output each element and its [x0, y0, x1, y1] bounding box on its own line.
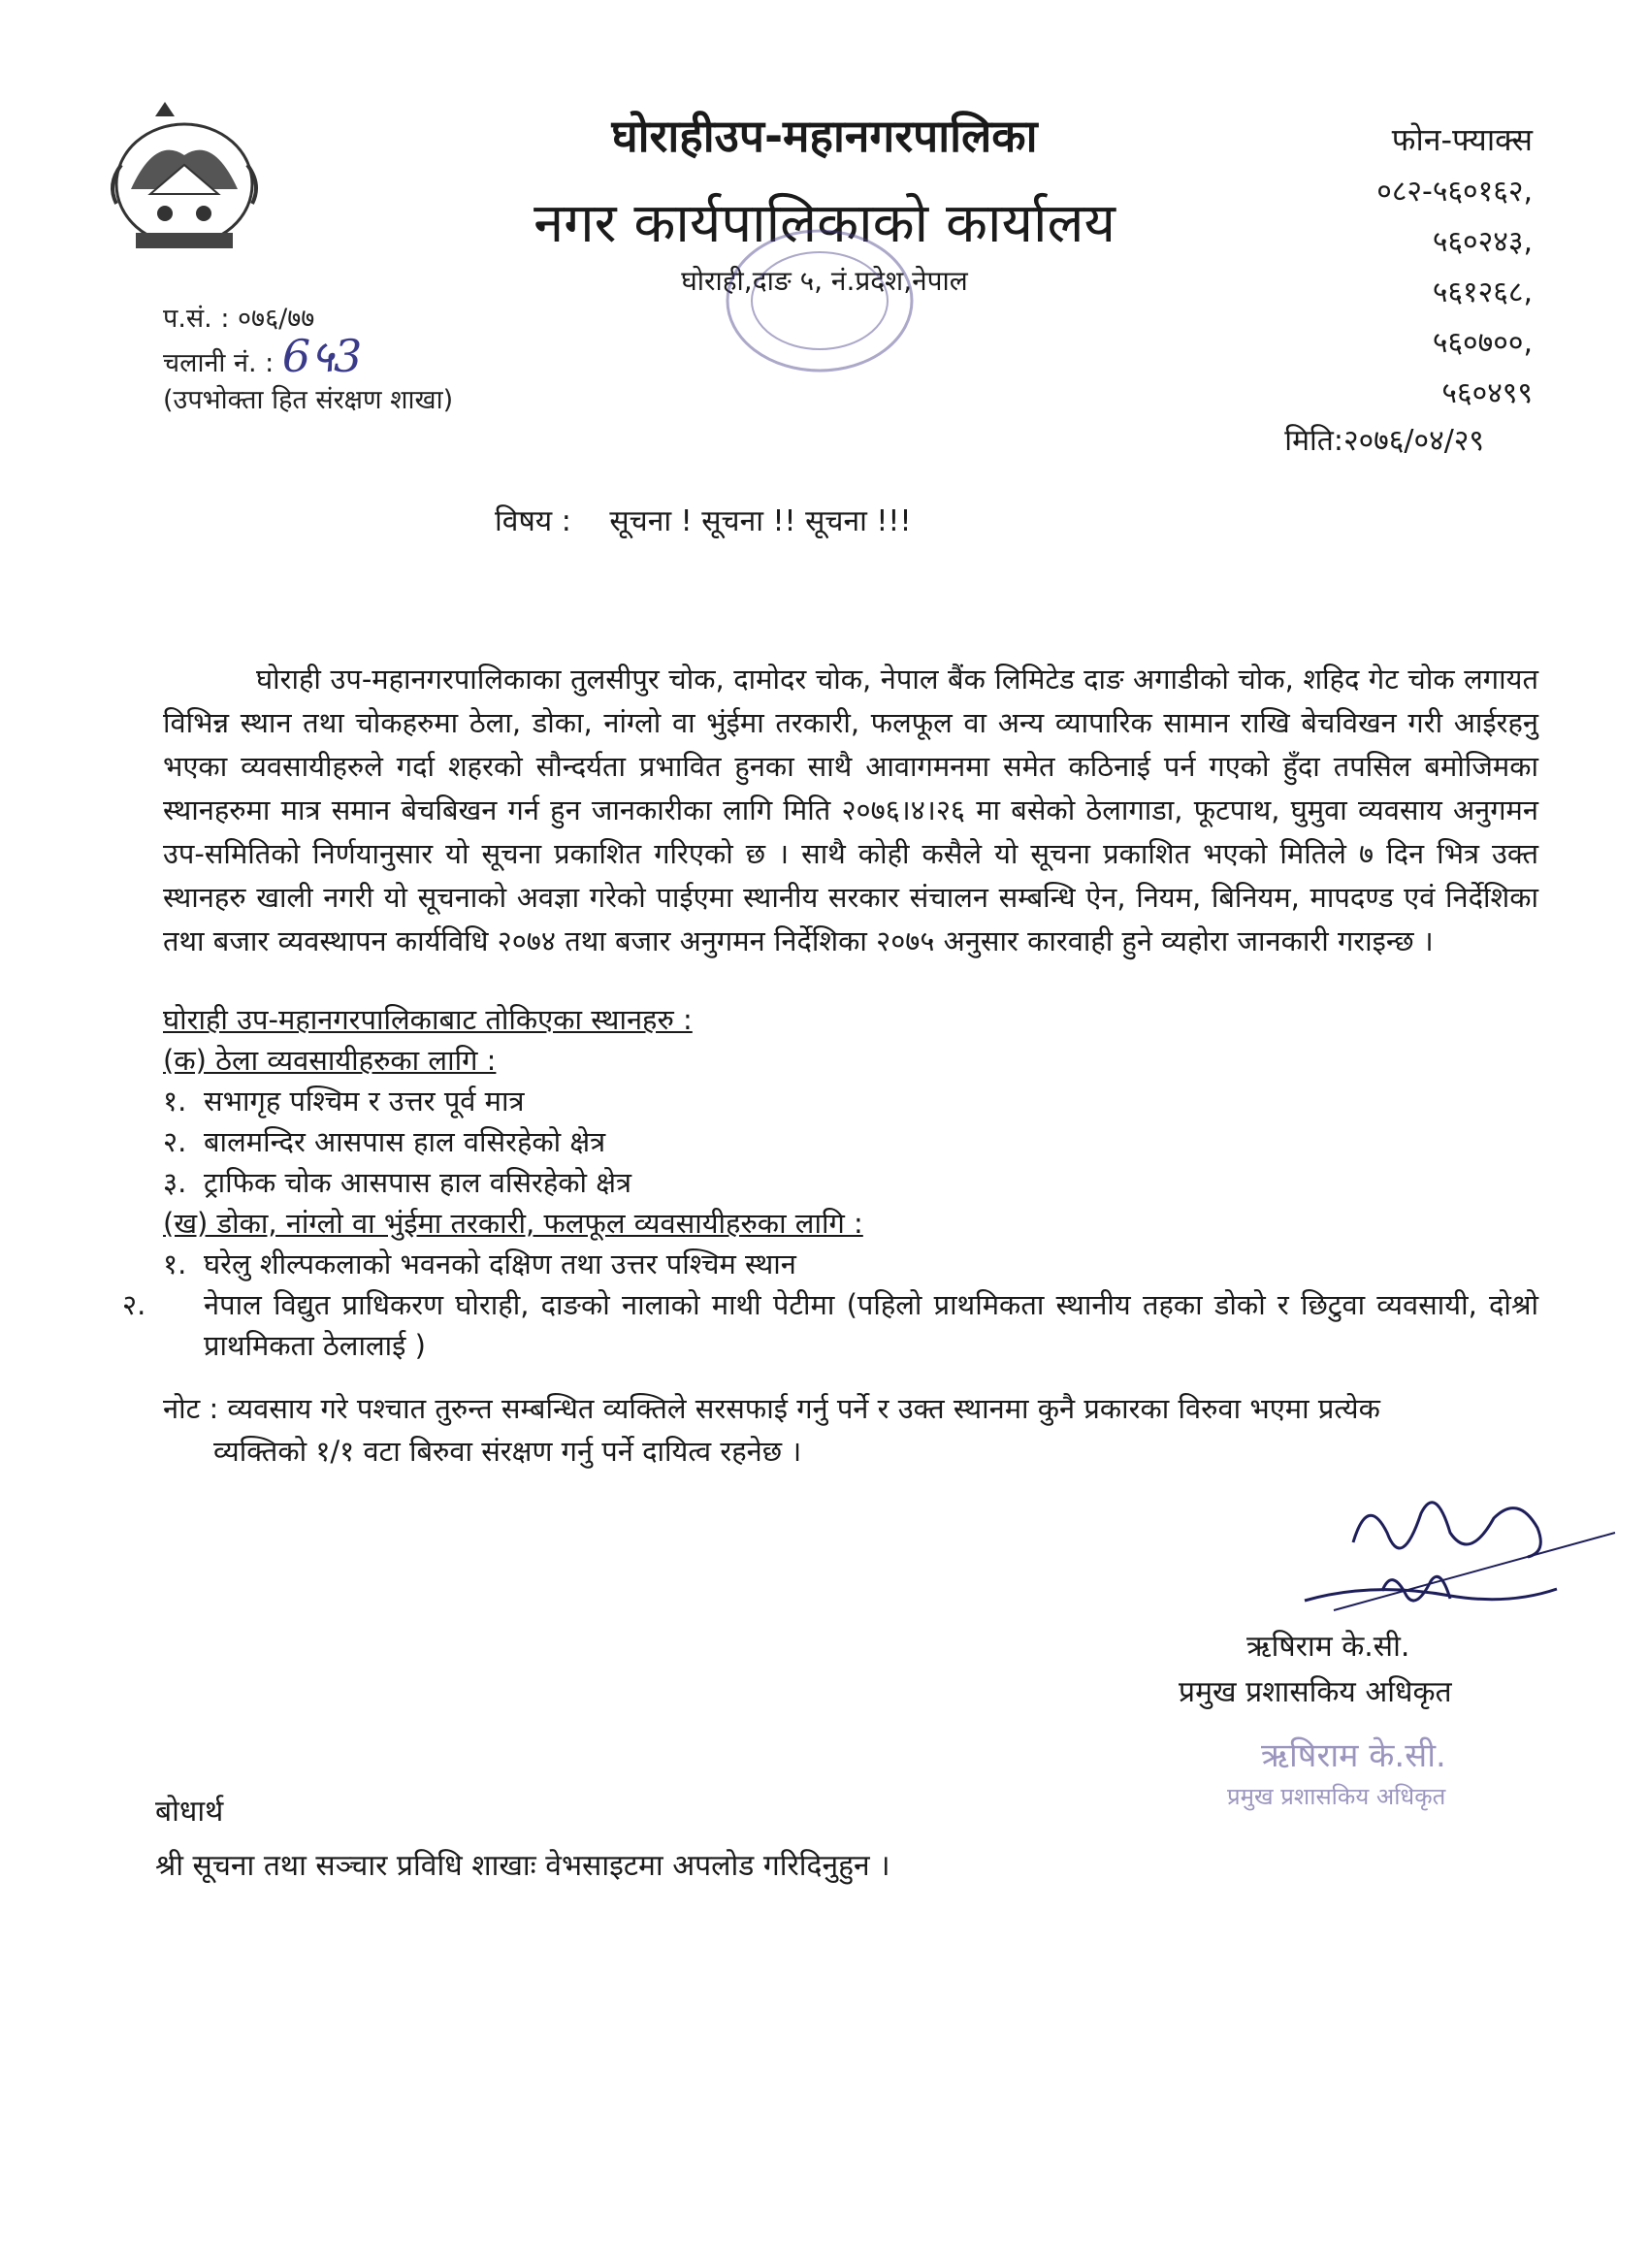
- cc-line: श्री सूचना तथा सञ्चार प्रविधि शाखाः वेभसाइटमा अपलोड गरिदिनुहुन ।: [155, 1849, 890, 1883]
- stamp-name: ऋषिराम के.सी.: [1261, 1736, 1446, 1775]
- chalani-number: 6५3: [281, 330, 363, 382]
- cc-label: बोधार्थ: [155, 1795, 224, 1829]
- signatory-stamp: [1208, 1712, 1537, 1819]
- office-stamp: [718, 218, 922, 383]
- list-item: ३. ट्राफिक चोक आसपास हाल वसिरहेको क्षेत्र: [163, 1166, 632, 1199]
- chalani-label: चलानी नं. :: [163, 348, 275, 378]
- stamp-title: प्रमुख प्रशासकिय अधिकृत: [1227, 1783, 1446, 1810]
- note-block: [163, 1387, 1538, 1473]
- body-paragraph: [163, 658, 1538, 963]
- phone-number: ५६१२६८,: [1432, 275, 1533, 309]
- list-item: १. सभागृह पश्चिम र उत्तर पूर्व मात्र: [163, 1085, 525, 1118]
- list-item: २. बालमन्दिर आसपास हाल वसिरहेको क्षेत्र: [163, 1125, 606, 1158]
- subject-line: [495, 500, 911, 539]
- phone-fax-label: फोन-फ्याक्स: [1391, 121, 1533, 158]
- cc-block: [155, 1785, 890, 1894]
- group-title: (क) ठेला व्यवसायीहरुका लागि :: [163, 1044, 497, 1077]
- list-item: १. घरेलु शील्पकलाको भवनको दक्षिण तथा उत्तर पश्चिम स्थान: [163, 1247, 796, 1280]
- phone-number: ०८२-५६०१६२,: [1376, 175, 1533, 209]
- letter-date: मिति:२०७६/०४/२९: [1284, 424, 1484, 458]
- signatory-name: ऋषिराम के.सी.: [1246, 1630, 1410, 1664]
- subject-label: विषय :: [495, 504, 571, 538]
- stamp-icon: [718, 218, 922, 383]
- phone-number: ५६०४९९: [1441, 376, 1533, 410]
- body-text: घोराही उप-महानगरपालिकाका तुलसीपुर चोक, दामोदर चोक, नेपाल बैंक लिमिटेड दाङ अगाडीको चोक, शहिद गेट चोक लगायत विभिन्न स्थान तथा चोकहरुमा ठेला, डोका, नांग्लो वा भुंईमा तरकारी, फलफूल वा अन्य व्यापारिक सामान राखि बेचविखन गरी आईरहनु भएका व्यवसायीहरुले गर्दा शहरको सौन्दर्यता प्रभावित हुनका साथै आवागमनमा समेत कठिनाई पर्न गएको हुँदा तपसिल बमोजिमका स्थानहरुमा मात्र समान बेचबिखन गर्न हुन जानकारीका लागि मिति २०७६।४।२६ मा बसेको ठेलागाडा, फूटपाथ, घुमुवा व्यवसाय अनुगमन उप-समितिको निर्णयानुसार यो सूचना प्रकाशित गरिएको छ । साथै कोही कसैले यो सूचना प्रकाशित भएको मितिले ७ दिन भित्र उक्त स्थानहरु खाली नगरी यो सूचनाको अवज्ञा गरेको पाईएमा स्थानीय सरकार संचालन सम्बन्धि ऐन, नियम, बिनियम, मापदण्ड एवं निर्देशिका तथा बजार व्यवस्थापन कार्यविधि २०७४ तथा बजार अनुगमन निर्देशिका २०७५ अनुसार कारवाही हुने व्यहोरा जानकारी गराइन्छ ।: [163, 663, 1538, 957]
- subject-text: सूचना ! सूचना !! सूचना !!!: [609, 504, 912, 538]
- group-title: (ख) डोका, नांग्लो वा भुंईमा तरकारी, फलफूल व्यवसायीहरुका लागि :: [163, 1207, 863, 1240]
- places-heading: घोराही उप-महानगरपालिकाबाट तोकिएका स्थानहरु :: [163, 1003, 693, 1036]
- note-line: व्यक्तिको १/१ वटा बिरुवा संरक्षण गर्नु पर्ने दायित्व रहनेछ ।: [213, 1435, 802, 1468]
- phone-fax-block: [1261, 114, 1533, 419]
- signatory-title: प्रमुख प्रशासकिय अधिकृत: [1179, 1675, 1452, 1709]
- ps-number: प.सं. : ०७६/७७: [163, 304, 315, 334]
- list-item: २. नेपाल विद्युत प्राधिकरण घोराही, दाङको नालाको माथी पेटीमा (पहिलो प्राथमिकता स्थानीय तहका डोको र छिटुवा व्यवसायी, दोश्रो प्राथमिकता ठेलालाई ): [122, 1288, 1538, 1362]
- office-name: नगर कार्यपालिकाको कार्यालय: [534, 192, 1116, 255]
- places-section: [122, 999, 1538, 1366]
- municipality-name: घोराहीउप-महानगरपालिका: [611, 110, 1038, 162]
- note-line: नोट : व्यवसाय गरे पश्चात तुरुन्त सम्बन्धित व्यक्तिले सरसफाई गर्नु पर्ने र उक्त स्थानमा कुनै प्रकारका विरुवा भएमा प्रत्येक: [163, 1392, 1380, 1425]
- chalani-row: [163, 330, 453, 382]
- handwritten-signature: [1159, 1474, 1625, 1630]
- signature-icon: [1159, 1474, 1625, 1630]
- office-address: घोराही,दाङ ५, नं.प्रदेश,नेपाल: [681, 265, 968, 297]
- phone-number: ५६०७००,: [1432, 326, 1533, 360]
- branch-name: (उपभोक्ता हित संरक्षण शाखा): [163, 385, 454, 415]
- phone-number: ५६०२४३,: [1432, 225, 1533, 259]
- reference-block: [163, 301, 453, 419]
